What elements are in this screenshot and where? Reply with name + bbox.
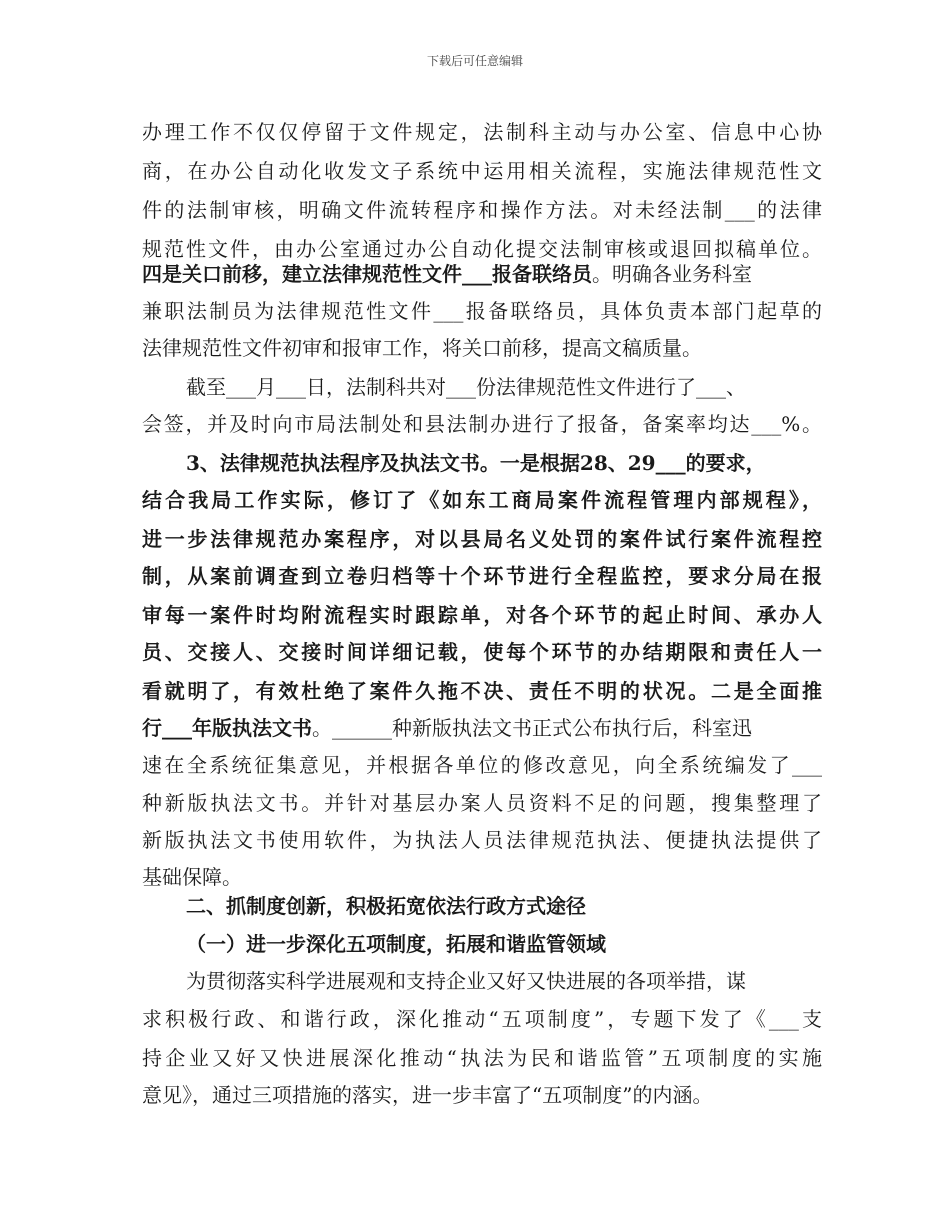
body-line: 种新版执法文书。并针对基层办案人员资料不足的问题，搜集整理了 (142, 791, 822, 815)
bold-line: 员、交接人、交接时间详细记载，使每个环节的办结期限和责任人一 (142, 640, 822, 664)
page-header: 下载后可任意编辑 (426, 54, 523, 68)
body-line: 商，在办公自动化收发文子系统中运用相关流程，实施法律规范性文 (142, 159, 822, 183)
body-line: 持企业又好又快进展深化推动“执法为民和谐监管”五项制度的实施 (142, 1046, 822, 1070)
body-line: 速在全系统征集意见，并根据各单位的修改意见，向全系统编发了___ (142, 753, 822, 777)
body-line: 兼职法制员为法律规范性文件___报备联络员，具体负责本部门起草的 (142, 299, 822, 323)
body-line: 法律规范性文件初审和报审工作，将关口前移，提高文稿质量。 (142, 336, 702, 360)
body-line: 会签，并及时向市局法制处和县法制办进行了报备，备案率均达___%。 (142, 412, 822, 436)
body-line-mixed (142, 713, 822, 743)
body-line: 件的法制审核，明确文件流转程序和操作方法。对未经法制___的法律 (142, 198, 822, 222)
subsection-heading: （一）进一步深化五项制度，拓展和谐监管领域 (186, 932, 606, 956)
bold-line: 结合我局工作实际，修订了《如东工商局案件流程管理内部规程》， (142, 488, 822, 512)
body-line: 办理工作不仅仅停留于文件规定，法制科主动与办公室、信息中心协 (142, 120, 822, 144)
bold-line: 看就明了，有效杜绝了案件久拖不决、责任不明的状况。二是全面推 (142, 679, 822, 703)
bold-line: 进一步法律规范办案程序，对以县局名义处罚的案件试行案件流程控 (142, 527, 822, 551)
body-line: 规范性文件，由办公室通过办公自动化提交法制审核或退回拟稿单位。 (142, 237, 822, 261)
body-line-mixed (142, 259, 822, 289)
body-line: 为贯彻落实科学进展观和支持企业又好又快进展的各项举措，谋 (186, 969, 746, 993)
chapter-heading: 二、抓制度创新，积极拓宽依法行政方式途径 (186, 894, 586, 918)
normal-text: 。明确各业务科室 (592, 262, 752, 286)
body-line: 截至___月___日，法制科共对___份法律规范性文件进行了___、 (186, 375, 746, 399)
section-heading: 3、法律规范执法程序及执法文书。一是根据28、29___的要求， (186, 451, 766, 475)
body-line: 新版执法文书使用软件，为执法人员法律规范执法、便捷执法提供了 (142, 828, 822, 852)
bold-line: 制，从案前调查到立卷归档等十个环节进行全程监控，要求分局在报 (142, 564, 822, 588)
bold-lead-in: 行___年版执法文书 (142, 716, 312, 740)
body-line: 基础保障。 (142, 865, 242, 889)
normal-text: 。______种新版执法文书正式公布执行后，科室迅 (312, 716, 752, 740)
bold-line: 审每一案件时均附流程实时跟踪单，对各个环节的起止时间、承办人 (142, 603, 822, 627)
bold-lead-in: 四是关口前移，建立法律规范性文件___报备联络员 (142, 262, 592, 286)
body-line: 求积极行政、和谐行政，深化推动“五项制度”，专题下发了《___支 (142, 1007, 822, 1031)
body-line: 意见》，通过三项措施的落实，进一步丰富了“五项制度”的内涵。 (142, 1083, 713, 1107)
